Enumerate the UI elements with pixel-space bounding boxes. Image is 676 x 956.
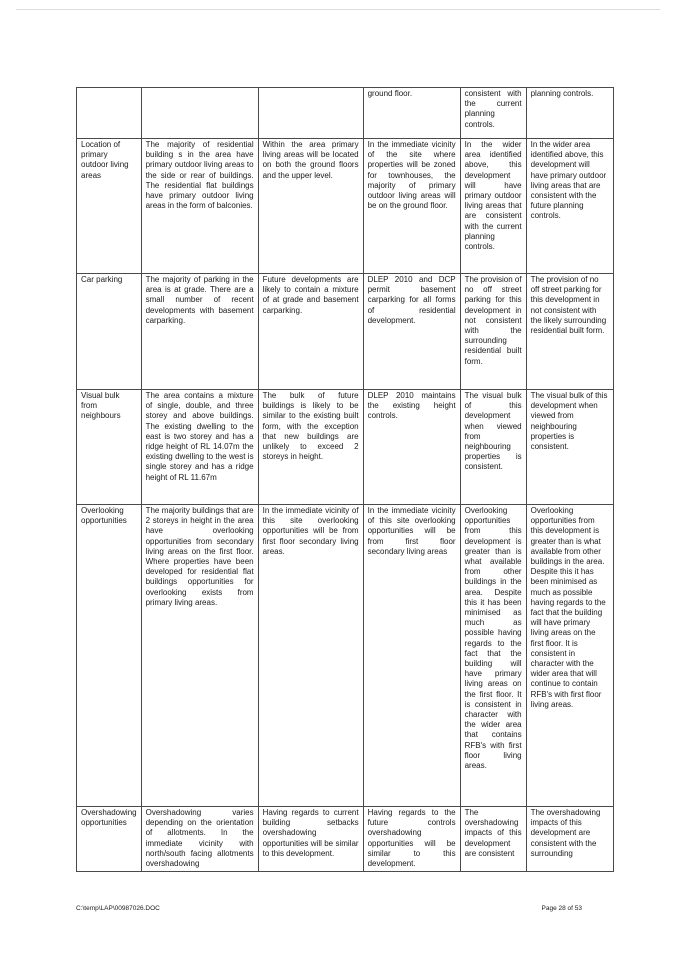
footer-file-path: C:\temp\LAP\00987026.DOC [76,905,160,912]
row-heading-cell: Overlooking opportunities [77,505,142,807]
table-row [77,88,614,139]
table-row [77,807,614,872]
planning-controls-cell: DLEP 2010 maintains the existing height controls. [363,390,460,505]
row-heading-cell: Location of primary outdoor living areas [77,139,142,274]
page-top-rule [16,9,660,10]
table-row [77,390,614,505]
future-assessment-cell: The provision of no off street parking for this development in not consistent with the likely surrounding residential built form. [526,274,613,390]
planning-controls-cell: DLEP 2010 and DCP permit basement carparking for all forms of residential development. [363,274,460,390]
footer-page-number: Page 28 of 53 [541,905,582,912]
existing-character-cell: The majority of parking in the area is at grade. There are a small number of recent developments with basement carparking. [141,274,258,390]
row-heading-cell: Car parking [77,274,142,390]
planning-controls-cell: Having regards to the future controls overshadowing opportunities will be similar to this development. [363,807,460,872]
future-character-cell: The bulk of future buildings is likely to be similar to the existing built form, with the exception that new buildings are unlikely to exceed 2 storeys in height. [258,390,363,505]
future-character-cell [258,88,363,139]
row-heading-cell [77,88,142,139]
future-character-cell: In the immediate vicinity of this site overlooking opportunities will be from first floor secondary living areas. [258,505,363,807]
planning-controls-cell: In the immediate vicinity of the site where properties will be zoned for townhouses, the majority of primary outdoor living areas will be on the ground floor. [363,139,460,274]
current-assessment-cell: consistent with the current planning controls. [460,88,526,139]
future-assessment-cell: The overshadowing impacts of this development are consistent with the surrounding [526,807,613,872]
comparison-table [76,87,614,872]
current-assessment-cell: In the wider area identified above, this development will have primary outdoor living areas that are consistent with the current planning controls. [460,139,526,274]
table-row [77,274,614,390]
planning-controls-cell: ground floor. [363,88,460,139]
future-assessment-cell: Overlooking opportunities from this development is greater than is what available from other buildings in the area. Despite this it has been minimised as much as possible having regards to the fact that the building will have primary living areas on the first floor. It is consistent in character with the wider area that will continue to contain RFB's with first floor living areas. [526,505,613,807]
existing-character-cell: Overshadowing varies depending on the orientation of allotments. In the immediate vicinity with north/south facing allotments overshadowing [141,807,258,872]
existing-character-cell: The majority of residential building s in the area have primary outdoor living areas to the side or rear of buildings. The residential flat buildings have primary outdoor living areas in the form of balconies. [141,139,258,274]
existing-character-cell: The majority buildings that are 2 storeys in height in the area have overlooking opportunities from secondary living areas on the first floor. Where properties have been developed for residential flat buildings opportunities for overlooking exists from primary living areas. [141,505,258,807]
existing-character-cell [141,88,258,139]
future-assessment-cell: The visual bulk of this development when viewed from neighbouring properties is consistent. [526,390,613,505]
existing-character-cell: The area contains a mixture of single, double, and three storey and above buildings. The existing dwelling to the east is two storey and has a ridge height of RL 14.07m the existing dwelling to the west is single storey and has a ridge height of RL 11.67m [141,390,258,505]
row-heading-cell: Overshadowing opportunities [77,807,142,872]
current-assessment-cell: The provision of no off street parking for this development in not consistent with the surrounding residential built form. [460,274,526,390]
future-character-cell: Within the area primary living areas will be located on both the ground floors and the upper level. [258,139,363,274]
row-heading-cell: Visual bulk from neighbours [77,390,142,505]
current-assessment-cell: The overshadowing impacts of this development are consistent [460,807,526,872]
future-assessment-cell: In the wider area identified above, this development will have primary outdoor living areas that are consistent with the future planning controls. [526,139,613,274]
current-assessment-cell: The visual bulk of this development when viewed from neighbouring properties is consistent. [460,390,526,505]
table-row [77,139,614,274]
planning-controls-cell: In the immediate vicinity of this site overlooking opportunities will be from first floor secondary living areas [363,505,460,807]
future-character-cell: Having regards to current building setbacks overshadowing opportunities will be similar to this development. [258,807,363,872]
table-row [77,505,614,807]
current-assessment-cell: Overlooking opportunities from this development is greater than is what available from other buildings in the area. Despite this it has been minimised as much as possible having regards to the fact that the building will have primary living areas on the first floor. It is consistent in character with the wider area that contains RFB's with first floor living areas. [460,505,526,807]
future-character-cell: Future developments are likely to contain a mixture of at grade and basement carparking. [258,274,363,390]
future-assessment-cell: planning controls. [526,88,613,139]
